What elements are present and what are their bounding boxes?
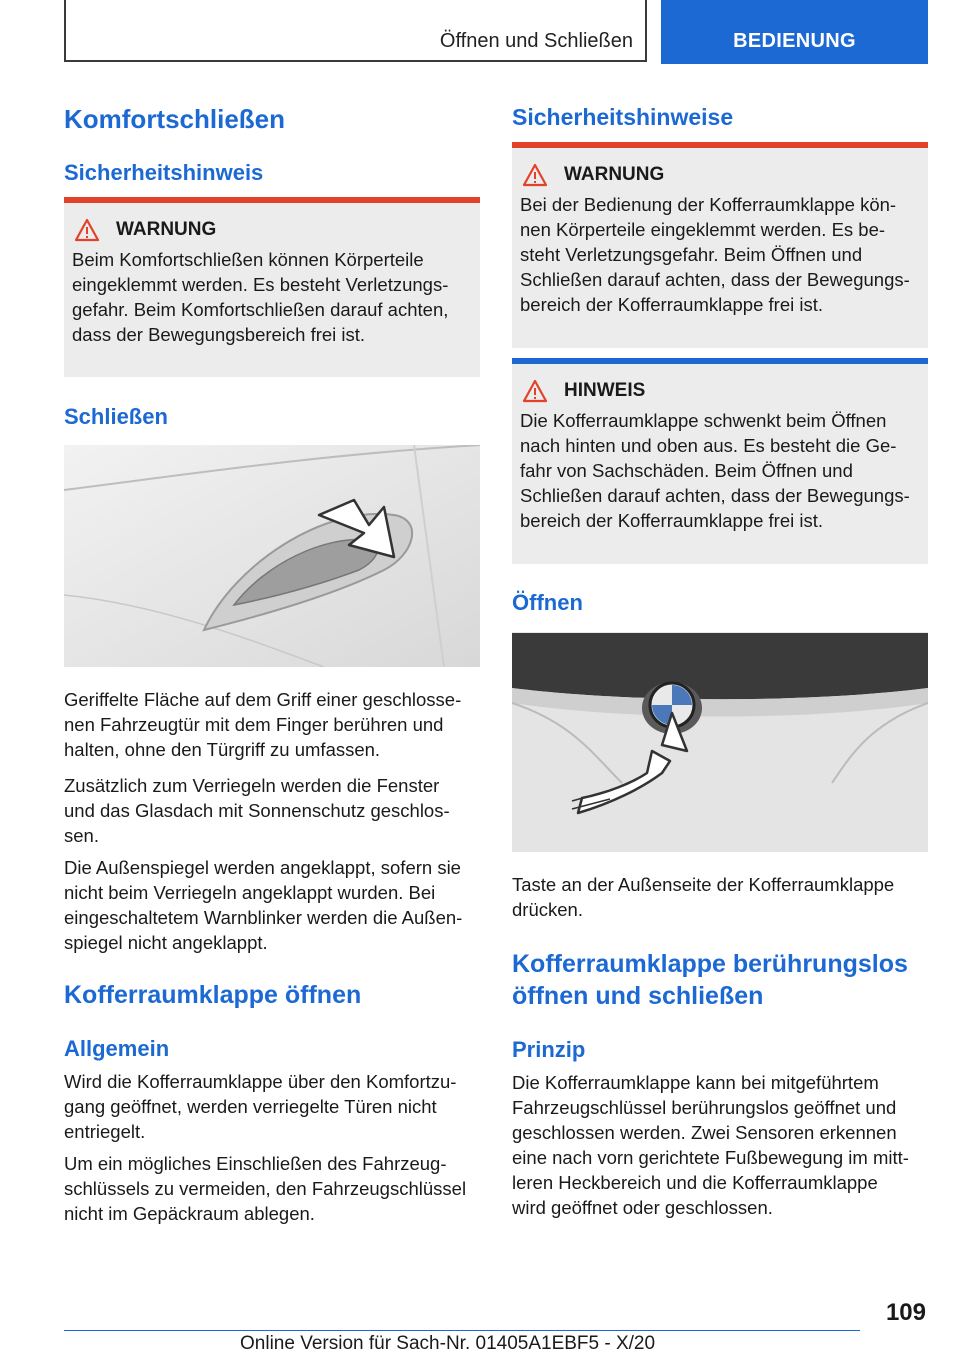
heading-sicherheitshinweis: Sicherheitshinweis xyxy=(64,160,264,185)
note-line: Schließen darauf achten, dass der Bewegungs- xyxy=(520,485,910,506)
trunk-button-photo xyxy=(512,632,928,852)
caption-line: halten, ohne den Türgriff zu umfassen. xyxy=(64,739,381,760)
warning-triangle-icon xyxy=(74,218,100,242)
text-line: geschlossen werden. Zwei Sensoren erkennen xyxy=(512,1122,897,1143)
text-line: sen. xyxy=(64,825,99,846)
warning-text xyxy=(520,192,918,317)
header-section-title: Öffnen und Schließen xyxy=(439,30,633,52)
text-line: gang geöffnet, werden verriegelte Türen nicht xyxy=(64,1096,437,1117)
notice-triangle-icon xyxy=(522,379,548,403)
text-line: Um ein mögliches Einschließen des Fahrzeug- xyxy=(64,1153,447,1174)
warning-label: WARNUNG xyxy=(116,219,217,240)
warning-box-komfort xyxy=(64,197,480,377)
warning-text xyxy=(72,247,470,347)
heading-schliessen: Schließen xyxy=(64,404,168,429)
text-line: spiegel nicht angeklappt. xyxy=(64,932,268,953)
heading-prinzip: Prinzip xyxy=(512,1037,586,1062)
caption-line: Taste an der Außenseite der Kofferraumklappe xyxy=(512,874,895,895)
heading-komfortschliessen: Komfortschließen xyxy=(64,104,286,134)
warning-line: eingeklemmt werden. Es besteht Verletzungs- xyxy=(72,274,449,295)
warning-line: dass der Bewegungsbereich frei ist. xyxy=(72,324,366,345)
text-line: Die Kofferraumklappe kann bei mitgeführtem xyxy=(512,1072,879,1093)
warning-triangle-icon xyxy=(522,163,548,187)
paragraph-schluessel xyxy=(64,1151,466,1226)
warning-line: Bei der Bedienung der Kofferraumklappe kön- xyxy=(520,194,897,215)
warning-box-kofferraum xyxy=(512,142,928,348)
text-line: und das Glasdach mit Sonnenschutz geschlos- xyxy=(64,800,450,821)
text-line: Zusätzlich zum Verriegeln werden die Fenster xyxy=(64,775,440,796)
warning-line: Beim Komfortschließen können Körperteile xyxy=(72,249,424,270)
header-section-tab xyxy=(64,0,647,62)
page-number: 109 xyxy=(885,1299,926,1326)
heading-kofferraumklappe-oeffnen: Kofferraumklappe öffnen xyxy=(64,981,362,1009)
note-line: Die Kofferraumklappe schwenkt beim Öffnen xyxy=(520,410,887,431)
text-line: Wird die Kofferraumklappe über den Komfortzu- xyxy=(64,1071,457,1092)
footer-divider xyxy=(64,1330,860,1331)
warning-line: gefahr. Beim Komfortschließen darauf achten, xyxy=(72,299,449,320)
paragraph-fenster xyxy=(64,773,450,848)
door-handle-photo xyxy=(64,445,480,667)
text-line: leren Heckbereich und die Kofferraumklappe xyxy=(512,1172,878,1193)
paragraph-komfortzugang xyxy=(64,1069,456,1144)
warning-line: Schließen darauf achten, dass der Bewegungs- xyxy=(520,269,910,290)
warning-label: WARNUNG xyxy=(564,164,665,185)
note-line: fahr von Sachschäden. Beim Öffnen und xyxy=(520,460,853,481)
paragraph-prinzip xyxy=(512,1070,909,1220)
heading-beruehrungslos xyxy=(512,948,908,1012)
note-box-kofferraum xyxy=(512,358,928,564)
heading-oeffnen: Öffnen xyxy=(512,590,583,615)
heading-line: Kofferraumklappe berührungslos xyxy=(512,950,908,978)
page-header xyxy=(64,0,928,64)
text-line: nicht im Gepäckraum ablegen. xyxy=(64,1203,315,1224)
text-line: eingeschaltetem Warnblinker werden die Außen- xyxy=(64,907,463,928)
heading-sicherheitshinweise: Sicherheitshinweise xyxy=(512,104,734,130)
note-line: nach hinten und oben aus. Es besteht die Ge- xyxy=(520,435,897,456)
trunk-button-illustration xyxy=(512,632,928,852)
warning-line: bereich der Kofferraumklappe frei ist. xyxy=(520,294,824,315)
text-line: eine nach vorn gerichtete Fußbewegung im mitt- xyxy=(512,1147,909,1168)
heading-line: öffnen und schließen xyxy=(512,982,764,1010)
caption-line: Geriffelte Fläche auf dem Griff einer geschlosse- xyxy=(64,689,462,710)
note-text xyxy=(520,408,918,533)
warning-line: steht Verletzungsgefahr. Beim Öffnen und xyxy=(520,244,863,265)
text-line: wird geöffnet oder geschlossen. xyxy=(512,1197,773,1218)
door-handle-caption xyxy=(64,687,461,762)
paragraph-aussenspiegel xyxy=(64,855,462,955)
caption-line: nen Fahrzeugtür mit dem Finger berühren und xyxy=(64,714,444,735)
text-line: schlüssels zu vermeiden, den Fahrzeugschlüssel xyxy=(64,1178,467,1199)
text-line: Fahrzeugschlüssel berührungslos geöffnet und xyxy=(512,1097,897,1118)
header-chapter-title: BEDIENUNG xyxy=(733,30,856,52)
text-line: entriegelt. xyxy=(64,1121,146,1142)
text-line: Die Außenspiegel werden angeklappt, sofern sie xyxy=(64,857,461,878)
warning-line: nen Körperteile eingeklemmt werden. Es be- xyxy=(520,219,886,240)
footer-online-version: Online Version für Sach-Nr. 01405A1EBF5 - X/20 xyxy=(240,1333,656,1354)
header-chapter-tab xyxy=(661,0,928,64)
note-line: bereich der Kofferraumklappe frei ist. xyxy=(520,510,824,531)
note-label: HINWEIS xyxy=(564,380,646,401)
heading-allgemein: Allgemein xyxy=(64,1036,170,1061)
text-line: nicht beim Verriegeln angeklappt wurden. Bei xyxy=(64,882,436,903)
caption-line: drücken. xyxy=(512,899,583,920)
trunk-button-caption xyxy=(512,872,894,922)
door-handle-illustration xyxy=(64,445,480,667)
